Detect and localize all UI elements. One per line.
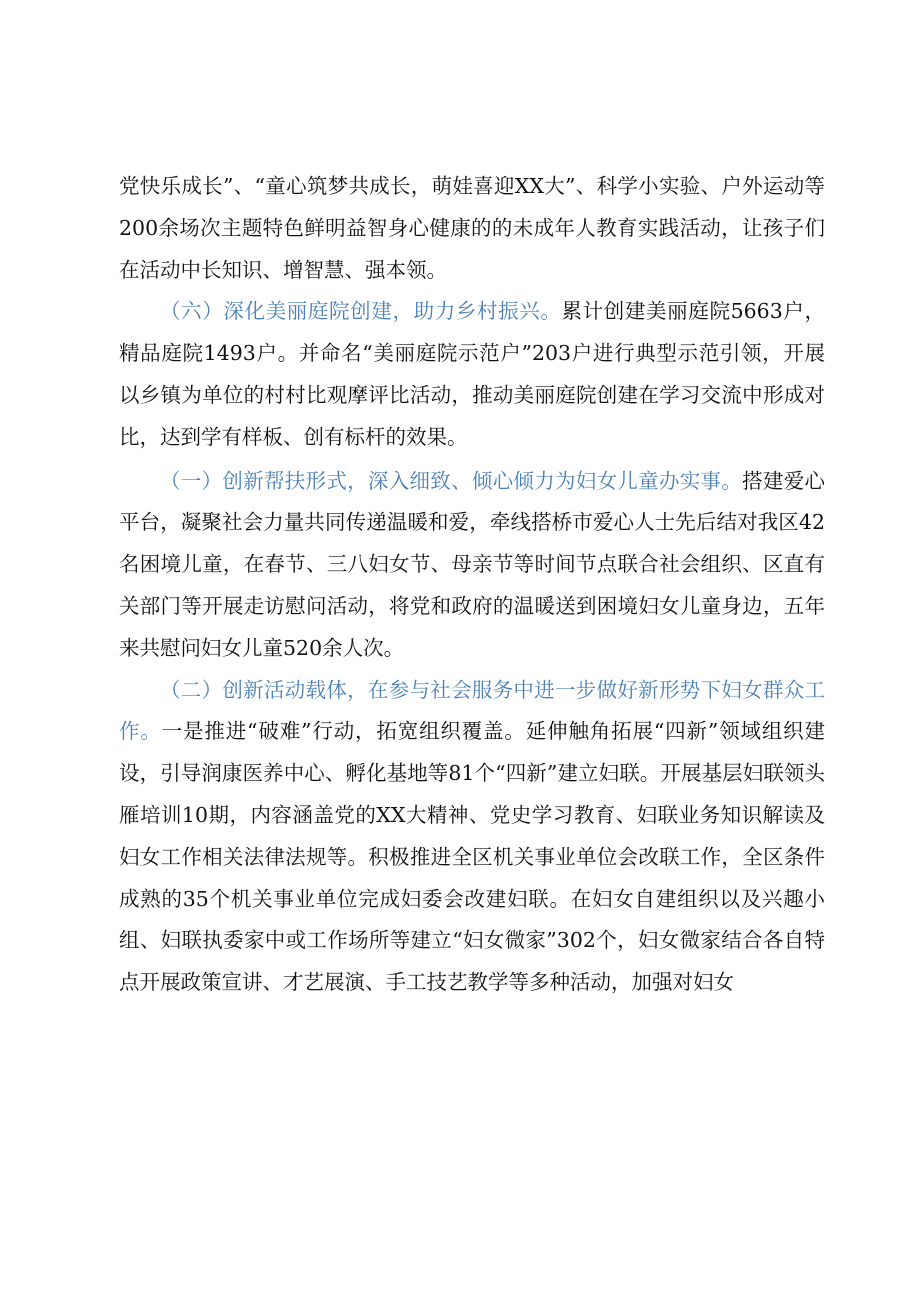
document-page	[119, 166, 825, 1004]
subheading-two: （二）创新活动载体，在参与社会服务中进一步做好新形势下妇女群众工作。	[119, 677, 825, 744]
paragraph-assistance	[119, 461, 825, 670]
paragraph-activity-carrier	[119, 670, 825, 1004]
paragraph-text: 党快乐成长”、“童心筑梦共成长，萌娃喜迎XX大”、科学小实验、户外运动等200余场次主题特色鲜明益智身心健康的的未成年人教育实践活动，让孩子们在活动中长知识、增智慧、强本领。	[119, 174, 825, 282]
subheading-one: （一）创新帮扶形式，深入细致、倾心倾力为妇女儿童办实事。	[160, 468, 743, 493]
paragraph-beautiful-courtyard	[119, 291, 825, 458]
paragraph-text: 一是推进“破难”行动，拓宽组织覆盖。延伸触角拓展“四新”领域组织建设，引导润康医养中心、孵化基地等81个“四新”建立妇联。开展基层妇联领头雁培训10期，内容涵盖党的XX大精神、党史学习教育、妇联业务知识解读及妇女工作相关法律法规等。积极推进全区机关事业单位会改联工作，全区条件成熟的35个机关事业单位完成妇委会改建妇联。在妇女自建组织以及兴趣小组、妇联执委家中或工作场所等建立“妇女微家”302个，妇女微家结合各自特点开展政策宣讲、才艺展演、手工技艺教学等多种活动，加强对妇女	[119, 719, 826, 995]
paragraph-text: 搭建爱心平台，凝聚社会力量共同传递温暖和爱，牵线搭桥市爱心人士先后结对我区42名困境儿童，在春节、三八妇女节、母亲节等时间节点联合社会组织、区直有关部门等开展走访慰问活动，将党和政府的温暖送到困境妇女儿童身边，五年来共慰问妇女儿童520余人次。	[119, 468, 826, 660]
subheading-six: （六）深化美丽庭院创建，助力乡村振兴。	[160, 299, 562, 324]
paragraph-text: 累计创建美丽庭院5663户，精品庭院1493户。并命名“美丽庭院示范户”203户进行典型示范引领，开展以乡镇为单位的村村比观摩评比活动，推动美丽庭院创建在学习交流中形成对比，达到学有样板、创有标杆的效果。	[119, 299, 826, 449]
paragraph-youth-activities	[119, 166, 825, 291]
